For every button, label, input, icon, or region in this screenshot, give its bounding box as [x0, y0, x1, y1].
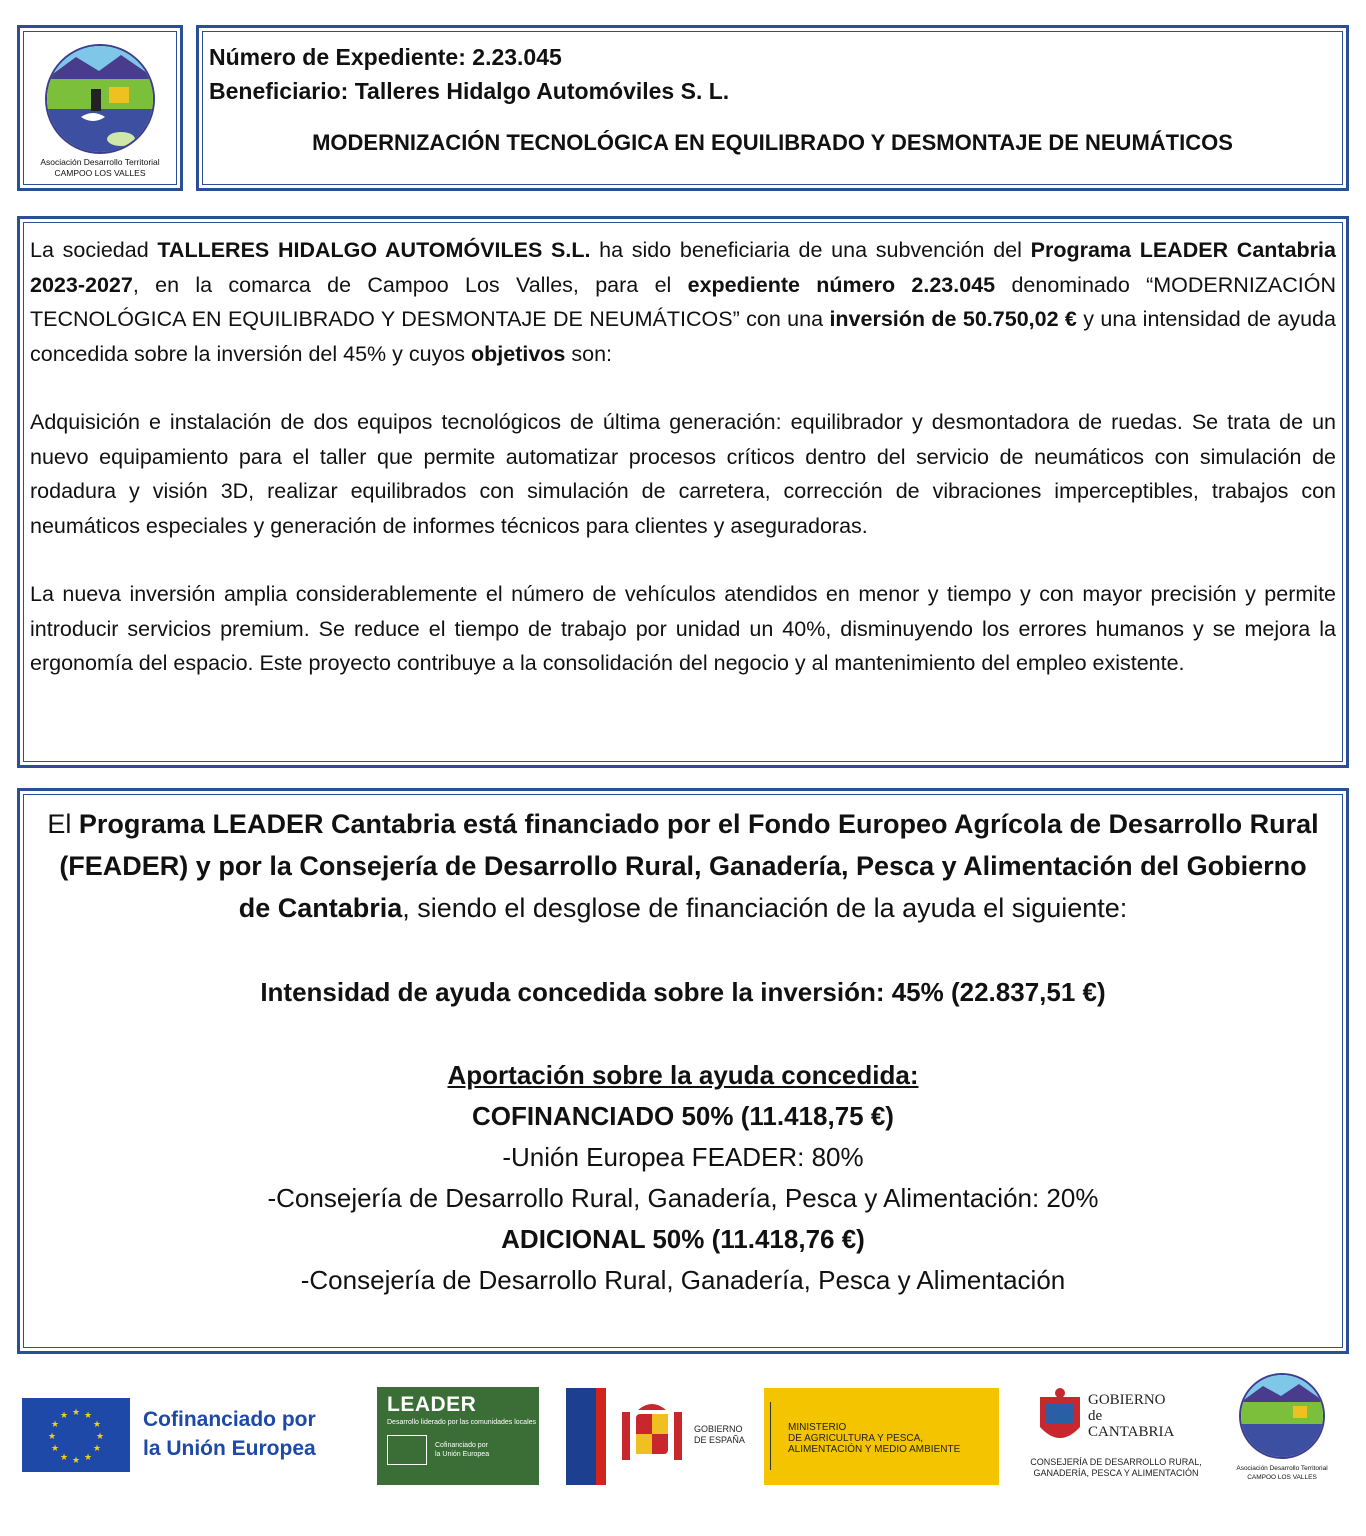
spain-coat-of-arms-icon	[612, 1396, 692, 1476]
leader-logo	[377, 1387, 539, 1485]
p1-text-3: , en la comarca de Campoo Los Valles, para el	[132, 272, 688, 297]
expediente-number: Número de Expediente: 2.23.045	[209, 44, 562, 70]
small-campoo-icon	[1227, 1372, 1337, 1484]
svg-text:★: ★	[71, 1456, 81, 1466]
svg-text:★: ★	[59, 1453, 69, 1463]
ue-feader-line: -Unión Europea FEADER: 80%	[502, 1142, 864, 1172]
header-box	[196, 25, 1349, 191]
svg-text:★: ★	[47, 1432, 57, 1442]
cantabria-title	[1088, 1392, 1174, 1440]
cantabria-consejeria	[1014, 1457, 1218, 1479]
gob-espana-line2: DE ESPAÑA	[694, 1435, 745, 1445]
description-paragraph-2: Adquisición e instalación de dos equipos tecnológicos de última generación: equilibrador y desmontadora de ruedas. Se trata de un nuevo equipamiento para el taller que permite automatizar procesos críticos dentro del servicio de neumáticos con simulación de rodadura y visión 3D, realizar equilibrados con simulación de carretera, corrección de vibraciones imperceptibles, trabajos con neumáticos especiales y generación de informes técnicos para clientes y aseguradoras.	[30, 410, 1336, 538]
gobierno-espana-text	[694, 1424, 745, 1446]
small-org-line2: CAMPOO LOS VALLES	[1247, 1474, 1317, 1481]
svg-text:★: ★	[92, 1444, 102, 1454]
consejeria-line: -Consejería de Desarrollo Rural, Ganadería, Pesca y Alimentación	[300, 1265, 1066, 1295]
eu-cofinanciado-text	[143, 1405, 316, 1463]
funding-intro-text-2: , siendo el desglose de financiación de la ayuda el siguiente:	[402, 893, 1128, 923]
aportacion-heading: Aportación sobre la ayuda concedida:	[447, 1060, 919, 1090]
eu-text-line1: Cofinanciado por	[143, 1408, 316, 1431]
cantabria-shield-icon	[1030, 1387, 1090, 1451]
gob-espana-line1: GOBIERNO	[694, 1424, 743, 1434]
funding-box	[17, 788, 1349, 1354]
campoo-los-valles-logo	[21, 29, 179, 187]
project-title: MODERNIZACIÓN TECNOLÓGICA EN EQUILIBRADO Y DESMONTAJE DE NEUMÁTICOS	[312, 130, 1233, 155]
svg-text:★: ★	[92, 1420, 102, 1430]
ministerio-line1: MINISTERIO	[788, 1422, 847, 1433]
leader-subtitle: Desarrollo liderado por las comunidades locales	[387, 1419, 537, 1426]
svg-text:★: ★	[83, 1453, 93, 1463]
small-campoo-logo	[1227, 1372, 1337, 1484]
aportacion-list	[40, 1055, 1326, 1301]
p1-program-name: Programa LEADER Cantabria 2023-2027	[30, 238, 1336, 297]
leader-cofinanciado	[435, 1441, 489, 1459]
p1-objetivos: objetivos	[471, 341, 566, 366]
description-box	[17, 216, 1349, 768]
p1-expediente: expediente número 2.23.045	[687, 272, 996, 297]
logo-org-line1: Asociación Desarrollo Territorial	[40, 157, 160, 167]
p1-text-1: La sociedad	[30, 238, 158, 262]
p1-text-6: son:	[565, 341, 613, 366]
cantabria-line3: CANTABRIA	[1088, 1424, 1175, 1440]
consejeria-line1: CONSEJERÍA DE DESARROLLO RURAL,	[1030, 1457, 1202, 1467]
p1-text-5: y una intensidad de ayuda concedida sobre la inversión del 45% y cuyos	[30, 307, 1336, 366]
cantabria-line1: GOBIERNO	[1088, 1392, 1166, 1408]
funding-intro	[40, 803, 1326, 929]
consejeria-20-line: -Consejería de Desarrollo Rural, Ganadería, Pesca y Alimentación: 20%	[267, 1183, 1099, 1213]
gobierno-espana-logo	[566, 1388, 999, 1485]
intensidad-ayuda: Intensidad de ayuda concedida sobre la inversión: 45% (22.837,51 €)	[260, 977, 1106, 1007]
p1-text-4: denominado “MODERNIZACIÓN TECNOLÓGICA EN EQUILIBRADO Y DESMONTAJE DE NEUMÁTICOS” con una	[30, 272, 1337, 331]
eu-band-icon	[566, 1388, 596, 1485]
ministerio-line2: DE AGRICULTURA Y PESCA,	[788, 1433, 924, 1444]
consejeria-line2: GANADERÍA, PESCA Y ALIMENTACIÓN	[1033, 1468, 1199, 1478]
description-paragraph-3: La nueva inversión amplia considerablemente el número de vehículos atendidos en menor y tiempo y con mayor precisión y permite introducir servicios premium. Se reduce el tiempo de trabajo por unidad un 40%, disminuyendo los errores humanos y se mejora la ergonomía del espacio. Este proyecto contribuye a la consolidación del negocio y al mantenimiento del empleo existente.	[30, 582, 1336, 675]
p1-inversion: inversión de 50.750,02 €	[829, 307, 1077, 331]
leader-cof-line1: Cofinanciado por	[435, 1442, 488, 1449]
ministerio-text	[788, 1422, 960, 1455]
beneficiario: Beneficiario: Talleres Hidalgo Automóviles S. L.	[209, 78, 730, 104]
logo-org-line2: CAMPOO LOS VALLES	[54, 168, 146, 178]
svg-text:★: ★	[50, 1420, 60, 1430]
spain-divider	[770, 1402, 771, 1470]
svg-text:★: ★	[71, 1408, 81, 1418]
leader-title: LEADER	[387, 1393, 477, 1416]
svg-text:★: ★	[50, 1444, 60, 1454]
svg-text:★: ★	[95, 1432, 105, 1442]
adicional-line: ADICIONAL 50% (11.418,76 €)	[501, 1224, 865, 1254]
svg-text:★: ★	[59, 1411, 69, 1421]
cantabria-line2: de	[1088, 1408, 1103, 1424]
eu-text-line2: la Unión Europea	[143, 1437, 316, 1460]
campoo-logo-box	[17, 25, 183, 191]
ministerio-line3: ALIMENTACIÓN Y MEDIO AMBIENTE	[788, 1444, 961, 1455]
svg-text:★: ★	[83, 1411, 93, 1421]
leader-cof-line2: la Unión Europea	[435, 1451, 490, 1458]
eu-flag-logo	[22, 1398, 130, 1472]
p1-company-name: TALLERES HIDALGO AUTOMÓVILES S.L.	[157, 238, 591, 262]
small-org-line1: Asociación Desarrollo Territorial	[1236, 1465, 1328, 1472]
cofinanciado-line: COFINANCIADO 50% (11.418,75 €)	[472, 1101, 894, 1131]
spain-flag-icon	[596, 1388, 606, 1485]
funding-intro-text-1: El	[47, 809, 79, 839]
leader-eu-flag-icon	[387, 1435, 427, 1465]
funding-intro-bold: Programa LEADER Cantabria está financiado por el Fondo Europeo Agrícola de Desarrollo Rural (FEADER) y por la Consejería de Desarrollo Rural, Ganadería, Pesca y Alimentación del Gobierno de Cantabria	[59, 809, 1319, 923]
p1-text-2: ha sido beneficiaria de una subvención del	[590, 238, 1031, 262]
eu-stars-icon	[22, 1398, 130, 1472]
gobierno-cantabria-logo	[1012, 1385, 1216, 1485]
description-paragraph-1	[30, 233, 1336, 371]
